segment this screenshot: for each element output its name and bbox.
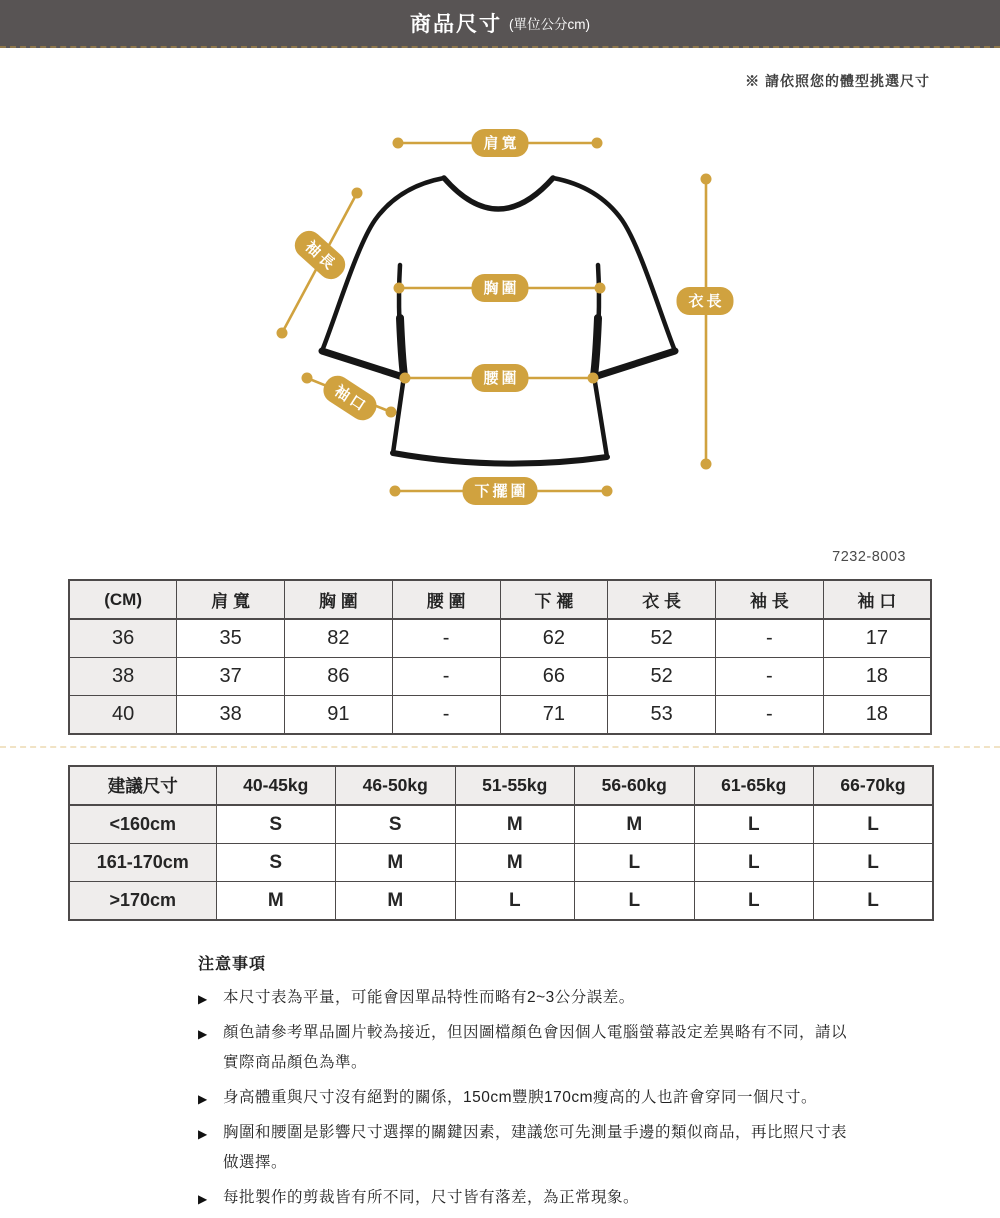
- note-text: 顏色請參考單品圖片較為接近，但因圖檔顏色會因個人電腦螢幕設定差異略有不同，請以實際商品顏色為準。: [223, 1023, 848, 1072]
- fit-table-header-row: [69, 766, 933, 805]
- fit-table-cell: L: [694, 844, 814, 882]
- note-text: 胸圍和腰圍是影響尺寸選擇的關鍵因素，建議您可先測量手邊的類似商品，再比照尺寸表做選擇。: [223, 1123, 848, 1172]
- shirt-neckline: [444, 178, 553, 209]
- dashed-separator: [0, 746, 1000, 748]
- fit-table-row: [69, 882, 933, 921]
- note-item: [198, 1083, 858, 1114]
- size-table-cell: 82: [285, 619, 393, 658]
- fit-table-cell: M: [216, 882, 336, 921]
- notes-title: 注意事項: [198, 956, 267, 973]
- shirt-hem: [393, 453, 607, 464]
- product-code: 7232-8003: [832, 549, 906, 565]
- fit-table-cell: S: [336, 805, 456, 844]
- fit-table-cell: M: [455, 805, 575, 844]
- size-table-cell: 35: [177, 619, 285, 658]
- size-table-row-label: 36: [69, 619, 177, 658]
- size-table-cell: -: [392, 619, 500, 658]
- note-item: [198, 1118, 858, 1179]
- size-table-cell: -: [716, 658, 824, 696]
- size-table-row: [69, 658, 931, 696]
- size-table-cell: 52: [608, 658, 716, 696]
- fit-table-header-cell: 61-65kg: [694, 766, 814, 805]
- fit-table-cell: M: [575, 805, 695, 844]
- size-table-cell: -: [392, 658, 500, 696]
- fit-table: [68, 765, 934, 921]
- fit-table-cell: L: [814, 844, 934, 882]
- fit-table-row-label: 161-170cm: [69, 844, 216, 882]
- page-title-unit: (單位公分cm): [509, 17, 590, 32]
- fit-table-row: [69, 805, 933, 844]
- size-table-cell: 53: [608, 696, 716, 735]
- size-table-header-cell: 下 襬: [500, 580, 608, 619]
- size-table-header-cell: 腰 圍: [392, 580, 500, 619]
- fit-table-cell: L: [814, 805, 934, 844]
- fit-table-cell: M: [336, 844, 456, 882]
- note-text: 每批製作的剪裁皆有所不同，尺寸皆有落差，為正常現象。: [223, 1189, 640, 1207]
- size-table-cell: -: [392, 696, 500, 735]
- size-table-row-label: 38: [69, 658, 177, 696]
- label-cuff: 袖口: [318, 371, 381, 426]
- size-table-header-cell: 肩 寬: [177, 580, 285, 619]
- label-waist: 腰圍: [471, 364, 528, 392]
- size-table-header-cell: 胸 圍: [285, 580, 393, 619]
- size-table-cell: 66: [500, 658, 608, 696]
- size-table-cell: 18: [823, 658, 931, 696]
- bullet-icon: ▶: [198, 1192, 208, 1207]
- fit-table-header-cell: 51-55kg: [455, 766, 575, 805]
- shirt-right-side-seam: [594, 318, 598, 376]
- bullet-icon: ▶: [198, 1126, 208, 1141]
- size-table-cell: 37: [177, 658, 285, 696]
- fit-table-cell: S: [216, 805, 336, 844]
- bullet-icon: ▶: [198, 1026, 208, 1041]
- fit-table-header-cell: 66-70kg: [814, 766, 934, 805]
- label-sleeve-length: 袖長: [289, 226, 350, 285]
- size-table-cell: 86: [285, 658, 393, 696]
- size-table-cell: 62: [500, 619, 608, 658]
- fit-table-header-cell: 56-60kg: [575, 766, 695, 805]
- fit-table-cell: L: [814, 882, 934, 921]
- size-table-cell: 18: [823, 696, 931, 735]
- shirt-left-cuff: [322, 351, 403, 377]
- label-garment-length: 衣長: [676, 287, 733, 315]
- label-chest: 胸圍: [471, 274, 528, 302]
- title-bar: [0, 0, 1000, 48]
- fit-table-row-label: <160cm: [69, 805, 216, 844]
- fit-table-row-label: >170cm: [69, 882, 216, 921]
- size-table-row: [69, 619, 931, 658]
- fit-table-cell: L: [575, 844, 695, 882]
- fit-table-cell: M: [336, 882, 456, 921]
- size-table-cell: -: [716, 619, 824, 658]
- size-table: [68, 579, 932, 735]
- size-table-cell: 17: [823, 619, 931, 658]
- fit-table-header-cell: 46-50kg: [336, 766, 456, 805]
- fit-selection-note: ※ 請依照您的體型挑選尺寸: [745, 73, 930, 89]
- fit-table-header-cell: 40-45kg: [216, 766, 336, 805]
- size-table-row: [69, 696, 931, 735]
- size-table-cell: 71: [500, 696, 608, 735]
- shirt-right-lower-side: [594, 376, 607, 457]
- shirt-right-sleeve-edge: [553, 178, 675, 351]
- note-text: 身高體重與尺寸沒有絕對的關係，150cm豐腴170cm瘦高的人也許會穿同一個尺寸。: [223, 1089, 818, 1107]
- size-table-cell: 52: [608, 619, 716, 658]
- fit-table-cell: L: [575, 882, 695, 921]
- fit-table-cell: L: [455, 882, 575, 921]
- note-item: [198, 1183, 858, 1214]
- bullet-icon: ▶: [198, 992, 208, 1006]
- notes-section: [198, 951, 858, 1218]
- size-table-cell: -: [716, 696, 824, 735]
- size-table-header-cell: 袖 口: [823, 580, 931, 619]
- note-item: [198, 983, 858, 1014]
- size-table-header-cell: (CM): [69, 580, 177, 619]
- shirt-left-side-seam: [400, 318, 404, 376]
- bullet-icon: ▶: [198, 1092, 208, 1107]
- size-table-cell: 91: [285, 696, 393, 735]
- fit-table-header-cell: 建議尺寸: [69, 766, 216, 805]
- size-table-header-cell: 袖 長: [716, 580, 824, 619]
- note-item: [198, 1018, 858, 1079]
- page-title: 商品尺寸: [410, 13, 502, 36]
- fit-table-cell: L: [694, 805, 814, 844]
- size-table-cell: 38: [177, 696, 285, 735]
- measure-dots: [277, 138, 712, 497]
- size-table-header-row: [69, 580, 931, 619]
- note-text: 本尺寸表為平量，可能會因單品特性而略有2~3公分誤差。: [223, 989, 635, 1006]
- fit-table-cell: M: [455, 844, 575, 882]
- shirt-right-cuff: [594, 351, 675, 377]
- size-table-header-cell: 衣 長: [608, 580, 716, 619]
- label-shoulder-width: 肩寬: [471, 129, 528, 157]
- size-table-row-label: 40: [69, 696, 177, 735]
- fit-table-row: [69, 844, 933, 882]
- fit-table-cell: L: [694, 882, 814, 921]
- fit-table-cell: S: [216, 844, 336, 882]
- label-hem: 下擺圍: [462, 477, 537, 505]
